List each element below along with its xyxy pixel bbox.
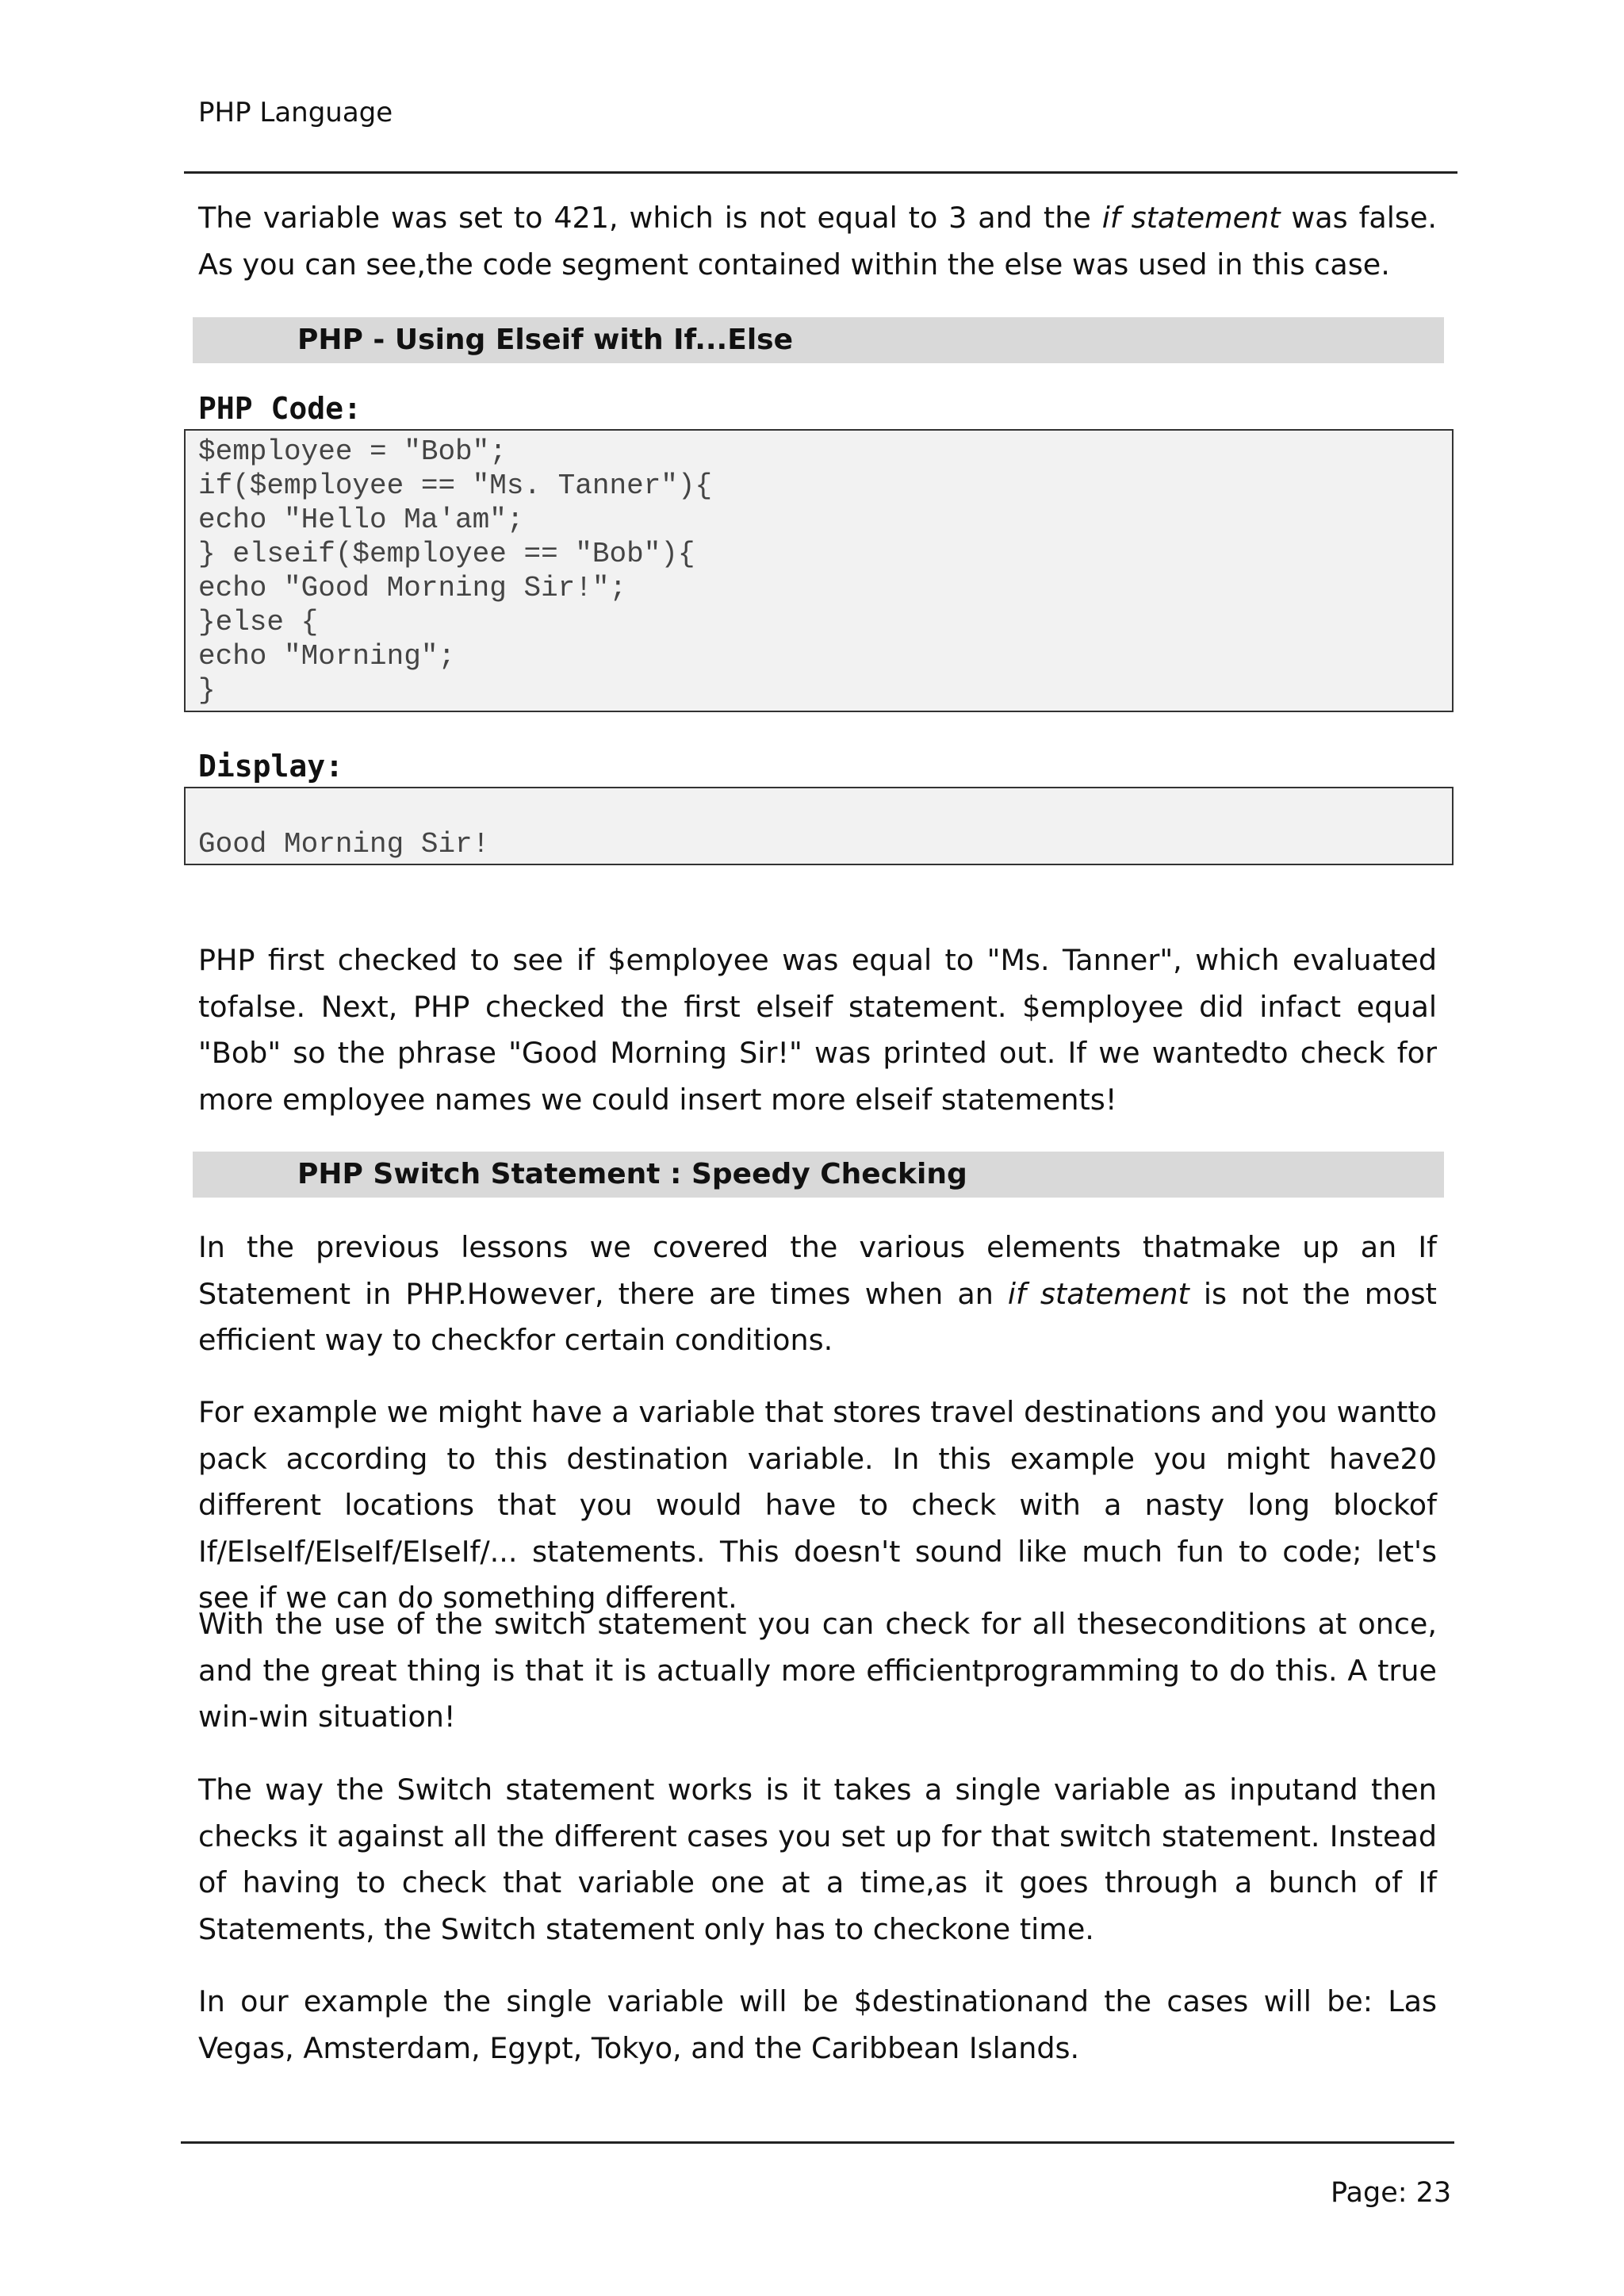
display-output-text: Good Morning Sir!: [198, 828, 490, 861]
code-line: }: [198, 674, 216, 707]
switch-paragraph-2: For example we might have a variable that stores travel destinations and you wantto pack according to this destination variable. In this example you might have20 different locations that you would have to check with a nasty long blockof If/ElseIf/ElseIf/ElseIf/... statements. This doesn't sound like much fun to code; let's see if we can do something different.: [198, 1395, 1437, 1615]
switch-para1-emphasis: if statement: [1007, 1276, 1189, 1311]
section-heading-switch-text: PHP Switch Statement : Speedy Checking: [297, 1158, 967, 1190]
display-label: Display:: [198, 749, 344, 784]
code-line: echo "Hello Ma'am";: [198, 504, 524, 536]
code-line: echo "Morning";: [198, 640, 456, 673]
intro-text-2: was false. As you can see,the code segment contained within the else was used in this case.: [198, 201, 1438, 282]
switch-para1-text-1: In the previous lessons we covered the various elements thatmake up an If Statement in PHP.However, there are times when an: [198, 1230, 1437, 1311]
intro-emphasis: if statement: [1101, 201, 1281, 235]
switch-paragraph-4: The way the Switch statement works is it takes a single variable as inputand then checks it against all the different cases you set up for that switch statement. Instead of having to check that variable one at a time,as it goes through a bunch of If Statements, the Switch statement only has to checkone time.: [198, 1773, 1437, 1946]
code-line: } elseif($employee == "Bob"){: [198, 538, 695, 570]
intro-text-1: The variable was set to 421, which is not equal to 3 and the: [198, 201, 1102, 235]
switch-paragraph-5: In our example the single variable will be $destinationand the cases will be: Las Vegas, Amsterdam, Egypt, Tokyo, and the Caribbean Islands.: [198, 1984, 1437, 2065]
footer-rule: [181, 2141, 1454, 2144]
section-heading-elseif-text: PHP - Using Elseif with If...Else: [297, 324, 794, 356]
header-rule: [184, 171, 1457, 174]
code-line: $employee = "Bob";: [198, 435, 507, 468]
code-line: if($employee == "Ms. Tanner"){: [198, 470, 713, 502]
code-line: }else {: [198, 606, 319, 638]
switch-para1-text-2: is not the most efficient way to checkfor certain conditions.: [198, 1276, 1437, 1357]
switch-paragraph-1: [198, 1225, 1437, 1364]
section-heading-elseif: [193, 317, 1444, 363]
code-label: PHP Code:: [198, 391, 362, 426]
code-line: echo "Good Morning Sir!";: [198, 572, 627, 604]
explanation-paragraph: PHP first checked to see if $employee was equal to "Ms. Tanner", which evaluated tofalse. Next, PHP checked the first elseif statement. $employee did infact equal "Bob" so the phrase "Good Morning Sir!" was printed out. If we wantedto check for more employee names we could insert more elseif statements!: [198, 943, 1437, 1117]
php-code-block: [184, 429, 1454, 712]
intro-paragraph: [198, 195, 1437, 288]
running-header: PHP Language: [198, 97, 393, 128]
page-number: Page: 23: [1331, 2177, 1452, 2209]
switch-paragraph-3: With the use of the switch statement you can check for all theseconditions at once, and the great thing is that it is actually more efficientprogramming to do this. A true win-win situation!: [198, 1607, 1437, 1734]
section-heading-switch: [193, 1152, 1444, 1198]
display-output-block: [184, 787, 1454, 865]
